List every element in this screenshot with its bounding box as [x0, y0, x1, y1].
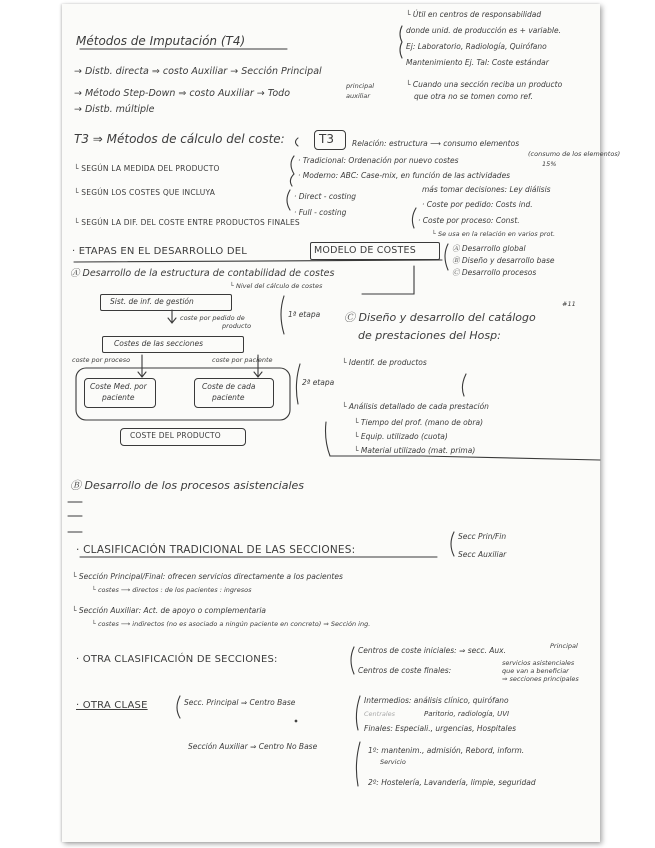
otra-clase-intermedios-2: Paritorio, radiología, UVI: [424, 710, 510, 718]
etapa-c-item-3: └ Material utilizado (mat. prima): [354, 446, 476, 455]
etapa2-brace: [296, 364, 300, 404]
t3-relacion-note: (consumo de los elementos): [528, 150, 621, 158]
etapas-option-c: Ⓒ Desarrollo procesos: [452, 268, 537, 277]
costes-secciones-label: Costes de las secciones: [114, 339, 204, 348]
etapa-c-title-2: de prestaciones del Hosp:: [358, 329, 501, 342]
t3-row-1: └ SEGÚN LA MEDIDA DEL PRODUCTO: [74, 164, 220, 173]
t3-relacion: Relación: estructura ⟶ consumo elementos: [352, 139, 520, 148]
clasif-line-1-sub: └ costes ⟶ directos : de los pacientes : ingresos: [92, 586, 252, 594]
etapas-option-b: Ⓑ Diseño y desarrollo base: [452, 256, 555, 265]
note-line: └ Cuando una sección reciba un producto: [406, 80, 563, 89]
t3-row-3a: · Coste por proceso: Const.: [418, 216, 520, 225]
otra-clase-intermedios: Intermedios: análisis clínico, quirófano: [364, 696, 509, 705]
etapas-title: · ETAPAS EN EL DESARROLLO DEL: [72, 246, 248, 257]
clasif-option-1: Secc Prin/Fin: [458, 532, 507, 541]
otra-clase-title: · OTRA CLASE: [76, 700, 148, 711]
t3-row-1a: · Tradicional: Ordenación por nuevo costes: [298, 156, 459, 165]
clasif-option-2: Secc Auxiliar: [458, 550, 507, 559]
t3-row-1a-note: 15%: [542, 160, 557, 168]
otra-clase-principal: Secc. Principal ⇒ Centro Base: [184, 698, 296, 707]
etapa-2-label: 2ª etapa: [302, 378, 335, 387]
coste-paciente-label: coste por paciente: [212, 356, 273, 364]
otra-clase-finales: Finales: Especiali., urgencias, Hospitales: [364, 724, 516, 733]
coste-producto-label: COSTE DEL PRODUCTO: [130, 431, 221, 440]
otra-clase-aux-1: 1º: mantenim., admisión, Rebord, inform.: [368, 746, 525, 755]
note-line: Ej: Laboratorio, Radiología, Quirófano: [406, 42, 547, 51]
otra-clasif-a-note: Principal: [550, 642, 578, 650]
t3-row-2c: · Coste por pedido: Costs ind.: [422, 200, 533, 209]
otra-clasif-title: · OTRA CLASIFICACIÓN DE SECCIONES:: [76, 654, 278, 665]
t3-row-1c: más tomar decisiones: Ley diálisis: [422, 185, 551, 194]
etapa-c-item-1: └ Tiempo del prof. (mano de obra): [354, 418, 484, 427]
otra-clasif-b-note-1: servicios asistenciales: [502, 659, 575, 667]
otra-clasif-b: Centros de coste finales:: [358, 666, 452, 675]
coste-proceso-label: coste por proceso: [72, 356, 131, 364]
clasif-line-2: └ Sección Auxiliar: Act. de apoyo o complementaria: [72, 606, 266, 615]
etapa-a-title: Ⓐ Desarrollo de la estructura de contabilidad de costes: [70, 268, 335, 279]
t3-row-1b: · Moderno: ABC: Case-mix, en función de las actividades: [298, 171, 511, 180]
otra-clase-auxiliar: Sección Auxiliar ⇒ Centro No Base: [188, 742, 318, 751]
imputacion-principal: principal: [346, 82, 375, 90]
imputacion-line-1: → Distb. directa ⇒ costo Auxiliar → Sección Principal: [74, 66, 322, 77]
otra-clasif-a: Centros de coste iniciales: ⇒ secc. Aux.: [358, 646, 506, 655]
sist-info-label: Sist. de inf. de gestión: [110, 297, 194, 306]
etapa-a-subtitle: └ Nivel del cálculo de costes: [230, 282, 323, 290]
modelo-costes-label: MODELO DE COSTES: [314, 245, 416, 256]
t3-brace-left: [296, 138, 299, 146]
t3-row-2: └ SEGÚN LOS COSTES QUE INCLUYA: [74, 188, 216, 197]
notebook-page: [62, 4, 621, 842]
note-line: donde unid. de producción es + variable.: [406, 26, 561, 35]
coste-pedido-note: coste por pedido de: [180, 314, 245, 322]
imputacion-line-2: → Método Step-Down ⇒ costo Auxiliar → Todo: [74, 88, 291, 99]
imputacion-title: Métodos de Imputación (T4): [76, 34, 246, 48]
etapa-c-title: Ⓒ Diseño y desarrollo del catálogo: [344, 311, 536, 324]
otra-clase-aux-1b: Servicio: [380, 758, 406, 766]
otra-clasif-b-note-2: que van a beneficiar: [502, 667, 569, 675]
etapa-c-analisis: └ Análisis detallado de cada prestación: [342, 402, 489, 411]
coste-cada-label-2: paciente: [212, 393, 245, 402]
otra-clase-intermedios-faint: Centrales: [364, 710, 396, 718]
etapas-option-a: Ⓐ Desarrollo global: [452, 244, 526, 253]
clasif-title: · CLASIFICACIÓN TRADICIONAL DE LAS SECCIONES:: [76, 544, 356, 556]
etapa-1-label: 1ª etapa: [288, 310, 321, 319]
coste-med-label-2: paciente: [102, 393, 135, 402]
note-line: que otra no se tomen como ref.: [414, 92, 533, 101]
otra-clasif-b-note-3: ⇒ secciones principales: [502, 675, 579, 683]
coste-med-label: Coste Med. por: [90, 382, 147, 391]
t3-row-2b: · Full - costing: [294, 208, 347, 217]
coste-cada-label: Coste de cada: [202, 382, 256, 391]
etapa-c-item-2: └ Equip. utilizado (cuota): [354, 432, 448, 441]
imputacion-line-3: → Distb. múltiple: [74, 104, 155, 115]
page-number: #11: [562, 300, 576, 308]
etapa-b-title: Ⓑ Desarrollo de los procesos asistenciales: [70, 479, 305, 492]
t3-title: T3 ⇒ Métodos de cálculo del coste:: [74, 132, 285, 146]
clasif-line-2-sub: └ costes ⟶ indirectos (no es asociado a ningún paciente en concreto) ⇒ Sección ing.: [92, 620, 371, 628]
top-right-bracket: [400, 26, 402, 58]
etapa-c-identif: └ Identif. de productos: [342, 358, 427, 367]
clasif-line-1: └ Sección Principal/Final: ofrecen servicios directamente a los pacientes: [72, 572, 343, 581]
etapa1-brace: [281, 296, 284, 334]
otra-clase-aux-2: 2º: Hostelería, Lavandería, limpie, seguridad: [368, 778, 536, 787]
t3-row-2a: · Direct - costing: [294, 192, 357, 201]
note-line: Mantenimiento Ej. Tal: Coste estándar: [406, 58, 549, 67]
t3-row-3: └ SEGÚN LA DIF. DEL COSTE ENTRE PRODUCTOS FINALES: [74, 218, 300, 227]
t3-badge: T3: [319, 132, 334, 146]
coste-pedido-note-2: producto: [222, 322, 252, 330]
t3-row-3b: └ Se usa en la relación en varios prot.: [432, 230, 556, 238]
imputacion-auxiliar: auxiliar: [346, 92, 371, 100]
note-line: └ Útil en centros de responsabilidad: [406, 10, 542, 19]
